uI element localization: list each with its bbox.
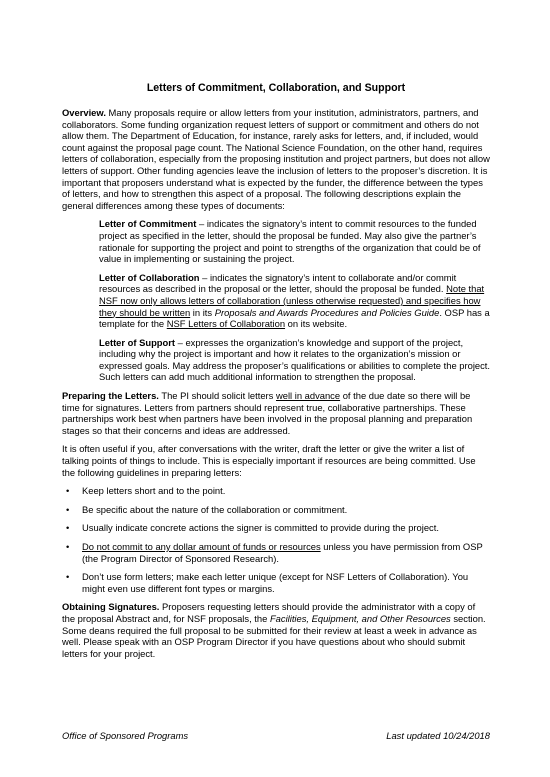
collaboration-text-2: in its bbox=[190, 306, 215, 318]
support-text: – expresses the organization’s knowledge and support of the project, including why the project is important and how it relates to the organization’s mission or expressed goals. May address the proposer’s qualifications or abilities to complete the project. Such letters can add much additional information to strengthen the proposal. bbox=[99, 336, 491, 383]
useful-paragraph: It is often useful if you, after conversations with the writer, draft the letter or give the writer a list of talking points of things to include. This is especially important if resources are being committed. Use the following guidelines in preparing letters: bbox=[62, 443, 476, 478]
list-item bbox=[62, 541, 490, 564]
collaboration-text-3: . OSP has a template for the bbox=[99, 306, 490, 330]
list-item-underlined: Do not commit to any dollar amount of funds or resources bbox=[82, 541, 321, 552]
list-item-text: Don’t use form letters; make each letter unique (except for NSF Letters of Collaboration). You might even use different font types or margins. bbox=[82, 571, 469, 594]
facilities-section-title: Facilities, Equipment, and Other Resources bbox=[269, 612, 451, 624]
nsf-template-link[interactable]: NSF Letters of Collaboration bbox=[166, 318, 286, 330]
document-page bbox=[62, 82, 490, 666]
support-paragraph bbox=[99, 337, 490, 383]
papp-guide-title: Proposals and Awards Procedures and Policies Guide bbox=[214, 306, 440, 318]
guidelines-list bbox=[62, 485, 490, 594]
preparing-text-2: of the due date so there will be time for signatures. Letters from partners should represent true, collaborative partnerships. These partnerships work best when partners have been involved in the proposal planning and preparation stages so that their concerns and ideas are addressed. bbox=[62, 390, 473, 436]
footer-date: Last updated 10/24/2018 bbox=[386, 730, 490, 741]
page-title: Letters of Commitment, Collaboration, and Support bbox=[146, 82, 406, 94]
overview-paragraph bbox=[62, 107, 490, 211]
bullet-icon: • bbox=[66, 541, 70, 552]
collaboration-text-4: on its website. bbox=[285, 318, 348, 330]
list-item bbox=[62, 504, 490, 516]
preparing-heading: Preparing the Letters. bbox=[62, 390, 159, 402]
obtaining-heading: Obtaining Signatures. bbox=[62, 601, 160, 613]
bullet-icon: • bbox=[66, 485, 70, 497]
list-item bbox=[62, 522, 490, 534]
collaboration-heading: Letter of Collaboration bbox=[99, 271, 200, 283]
preparing-text-1: The PI should solicit letters bbox=[158, 390, 276, 402]
obtaining-text-2: section. Some deans required the full proposal to be submitted for their review at least a week in advance as well. Please speak with an OSP Program Director if you have questions about who should submit letters for your project. bbox=[62, 612, 486, 659]
footer-office: Office of Sponsored Programs bbox=[62, 730, 189, 741]
collaboration-paragraph bbox=[99, 272, 490, 330]
overview-heading: Overview. bbox=[62, 107, 106, 118]
list-item bbox=[62, 485, 490, 497]
bullet-icon: • bbox=[66, 503, 70, 515]
support-heading: Letter of Support bbox=[99, 336, 176, 348]
well-in-advance-text: well in advance bbox=[275, 390, 341, 402]
collaboration-text-1: – indicates the signatory’s intent to collaborate and/or commit resources as described in the proposal or the letter, should the proposal be funded. bbox=[99, 271, 457, 295]
list-item-text: unless you have permission from OSP (the Program Director of Sponsored Research). bbox=[82, 541, 483, 564]
list-item-text: Be specific about the nature of the collaboration or commitment. bbox=[82, 503, 348, 515]
bullet-icon: • bbox=[66, 571, 70, 583]
commitment-text: – indicates the signatory’s intent to commit resources to the funded project as specified in the letter, should the proposal be funded. May also give the partner’s rationale for supporting the project and point to strengths of the organization that could be of value in implementing or sustaining the project. bbox=[99, 218, 481, 265]
list-item-text: Usually indicate concrete actions the signer is committed to provide during the project. bbox=[82, 522, 439, 534]
obtaining-paragraph bbox=[62, 601, 490, 659]
list-item bbox=[62, 571, 490, 594]
commitment-paragraph bbox=[99, 218, 490, 264]
nsf-note-link[interactable]: Note that NSF now only allows letters of collaboration (unless otherwise requested) and specifies how they should be written bbox=[99, 283, 485, 318]
preparing-paragraph bbox=[62, 390, 490, 436]
commitment-heading: Letter of Commitment bbox=[99, 218, 197, 230]
list-item-text: Keep letters short and to the point. bbox=[82, 485, 226, 497]
overview-text: Many proposals require or allow letters from your institution, administrators, partners, and collaborators. Some funding organization request letters of support or commitment and others do not allow them. The Department of Education, for instance, rarely asks for letters, and, if included, would count against the proposal page count. The National Science Foundation, on the other hand, requires letters of collaboration, especially from the proposing institution and project partners, but does not allow letters of support. Other funding agencies leave the inclusion of letters to the proposer’s discretion. It is important that proposers understand what is expected by the funder, the difference between the types of letters, and how to strengthen this aspect of a proposal. The following descriptions explain the general differences among these types of documents: bbox=[62, 107, 490, 211]
obtaining-text-1: Proposers requesting letters should provide the administrator with a copy of the proposal Abstract and, for NSF proposals, the bbox=[62, 601, 476, 624]
page-footer bbox=[62, 730, 490, 741]
bullet-icon: • bbox=[66, 522, 70, 534]
